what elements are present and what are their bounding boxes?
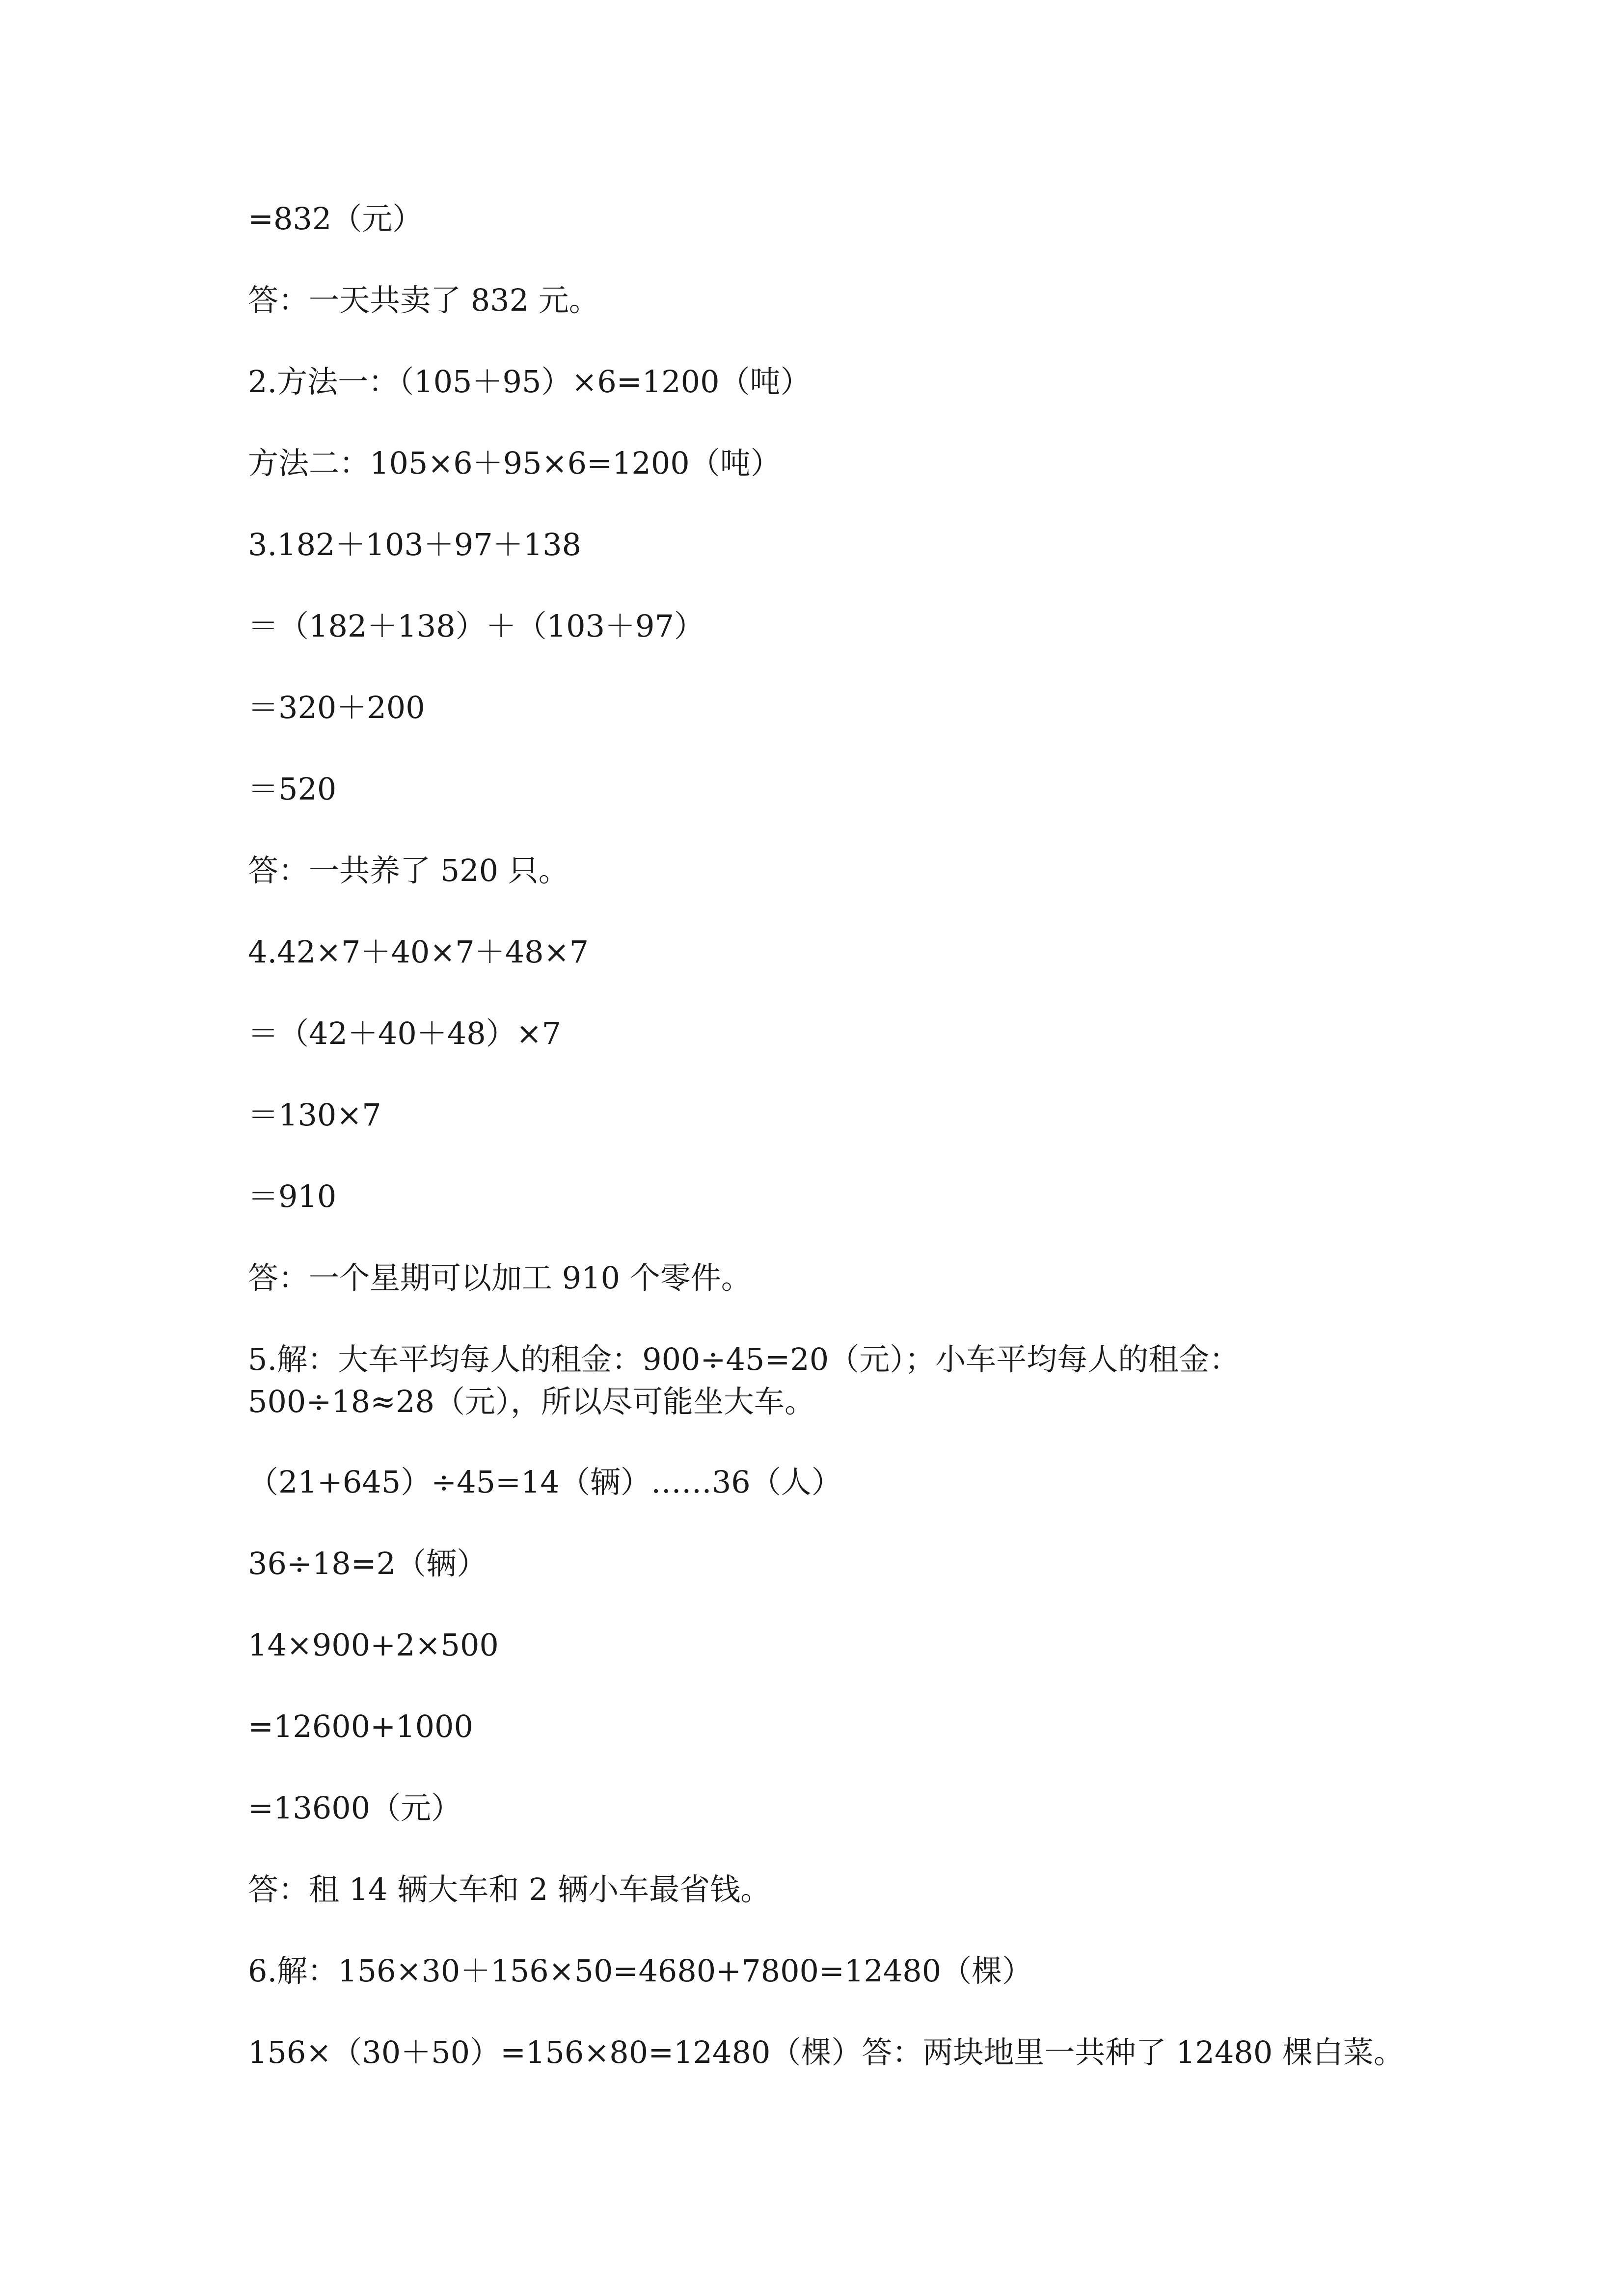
text-line: 156×（30＋50）=156×80=12480（棵）答：两块地里一共种了 12480 棵白菜。	[248, 2034, 1405, 2070]
text-line: =13600（元）	[248, 1790, 462, 1826]
text-line: ＝（182＋138）＋（103＋97）	[248, 608, 704, 644]
text-line: ＝520	[248, 771, 337, 807]
text-line: =832（元）	[248, 201, 423, 237]
text-line: 方法二：105×6＋95×6=1200（吨）	[248, 445, 781, 481]
text-line: 2.方法一：（105＋95）×6=1200（吨）	[248, 364, 811, 400]
text-line: 答：一共养了 520 只。	[248, 853, 569, 888]
text-line: ＝910	[248, 1178, 337, 1214]
text-line: 答：一天共卖了 832 元。	[248, 282, 599, 318]
text-line: 4.42×7＋40×7＋48×7	[248, 934, 589, 970]
text-line: =12600+1000	[248, 1709, 473, 1744]
text-line: 14×900+2×500	[248, 1627, 499, 1663]
text-line: 500÷18≈28（元），所以尽可能坐大车。	[248, 1384, 815, 1419]
text-line: （21+645）÷45=14（辆）……36（人）	[248, 1464, 842, 1500]
text-line: 答：租 14 辆大车和 2 辆小车最省钱。	[248, 1871, 771, 1907]
text-line: 3.182＋103＋97＋138	[248, 527, 582, 562]
text-line: 5.解：大车平均每人的租金：900÷45=20（元）；小车平均每人的租金：	[248, 1341, 1240, 1377]
text-line: ＝130×7	[248, 1097, 381, 1133]
text-line: ＝320＋200	[248, 690, 425, 725]
text-line: 答：一个星期可以加工 910 个零件。	[248, 1260, 752, 1296]
text-line: 36÷18=2（辆）	[248, 1546, 487, 1581]
text-line: ＝（42＋40＋48）×7	[248, 1015, 562, 1051]
text-line: 6.解：156×30＋156×50=4680+7800=12480（棵）	[248, 1953, 1033, 1989]
